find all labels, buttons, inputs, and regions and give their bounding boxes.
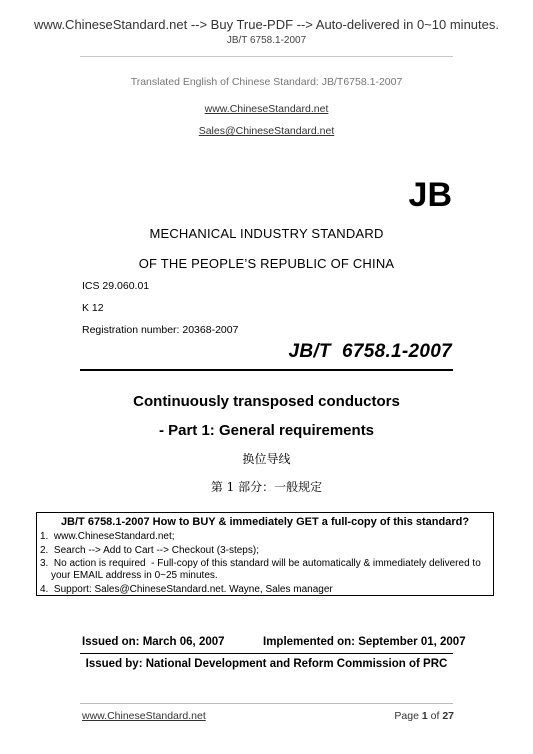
footer-divider — [80, 703, 453, 704]
issue-divider — [80, 653, 453, 654]
email-link-row — [0, 121, 533, 139]
header-divider — [80, 56, 453, 57]
chinese-title: 换位导线 — [242, 452, 291, 466]
page-of: of — [427, 710, 443, 722]
header-banner: www.ChineseStandard.net --> Buy True-PDF --> Auto-delivered in 0~10 minutes. — [34, 17, 499, 32]
english-subtitle: - Part 1: General requirements — [158, 422, 375, 439]
chinese-subtitle: 第 1 部分：一般规定 — [210, 480, 323, 494]
standard-title-line2: OF THE PEOPLE’S REPUBLIC OF CHINA — [138, 256, 395, 271]
standard-mark: JB — [408, 176, 452, 214]
purchase-step-3: 3. No action is required - Full-copy of this standard will be automatically & immediately delivered to your EMAIL address in 0~25 minutes. — [40, 558, 484, 581]
page-indicator — [394, 710, 454, 722]
document-number: JB/T 6758.1-2007 — [288, 341, 452, 362]
title-divider — [80, 369, 453, 371]
purchase-step-1: 1. www.ChineseStandard.net; — [40, 531, 175, 542]
issued-on-date: Issued on: March 06, 2007 — [82, 636, 225, 648]
purchase-step-4: 4. Support: Sales@ChineseStandard.net. Wayne, Sales manager — [40, 584, 333, 595]
sales-email-link[interactable]: Sales@ChineseStandard.net — [198, 125, 335, 137]
translated-note: Translated English of Chinese Standard: JB/T6758.1-2007 — [130, 76, 403, 88]
ics-code: ICS 29.060.01 — [82, 280, 150, 292]
registration-number: Registration number: 20368-2007 — [82, 324, 239, 336]
classification-code: K 12 — [82, 302, 104, 314]
purchase-heading: JB/T 6758.1-2007 How to BUY & immediately GET a full-copy of this standard? — [60, 516, 470, 528]
page-current: 1 — [421, 710, 428, 722]
header-doc-number: JB/T 6758.1-2007 — [226, 35, 307, 46]
site-link[interactable]: www.ChineseStandard.net — [204, 103, 329, 115]
english-title: Continuously transposed conductors — [133, 393, 400, 410]
purchase-step-2: 2. Search --> Add to Cart --> Checkout (3-steps); — [40, 545, 259, 556]
issuing-authority: Issued by: National Development and Reform Commission of PRC — [85, 658, 448, 670]
page-label: Page — [394, 710, 422, 722]
implemented-on-date: Implemented on: September 01, 2007 — [263, 636, 466, 648]
site-link-row — [0, 99, 533, 117]
purchase-info-box — [36, 512, 494, 596]
standard-title-line1: MECHANICAL INDUSTRY STANDARD — [149, 226, 384, 241]
footer-site-link[interactable]: www.ChineseStandard.net — [82, 710, 206, 722]
page-total: 27 — [442, 710, 454, 722]
